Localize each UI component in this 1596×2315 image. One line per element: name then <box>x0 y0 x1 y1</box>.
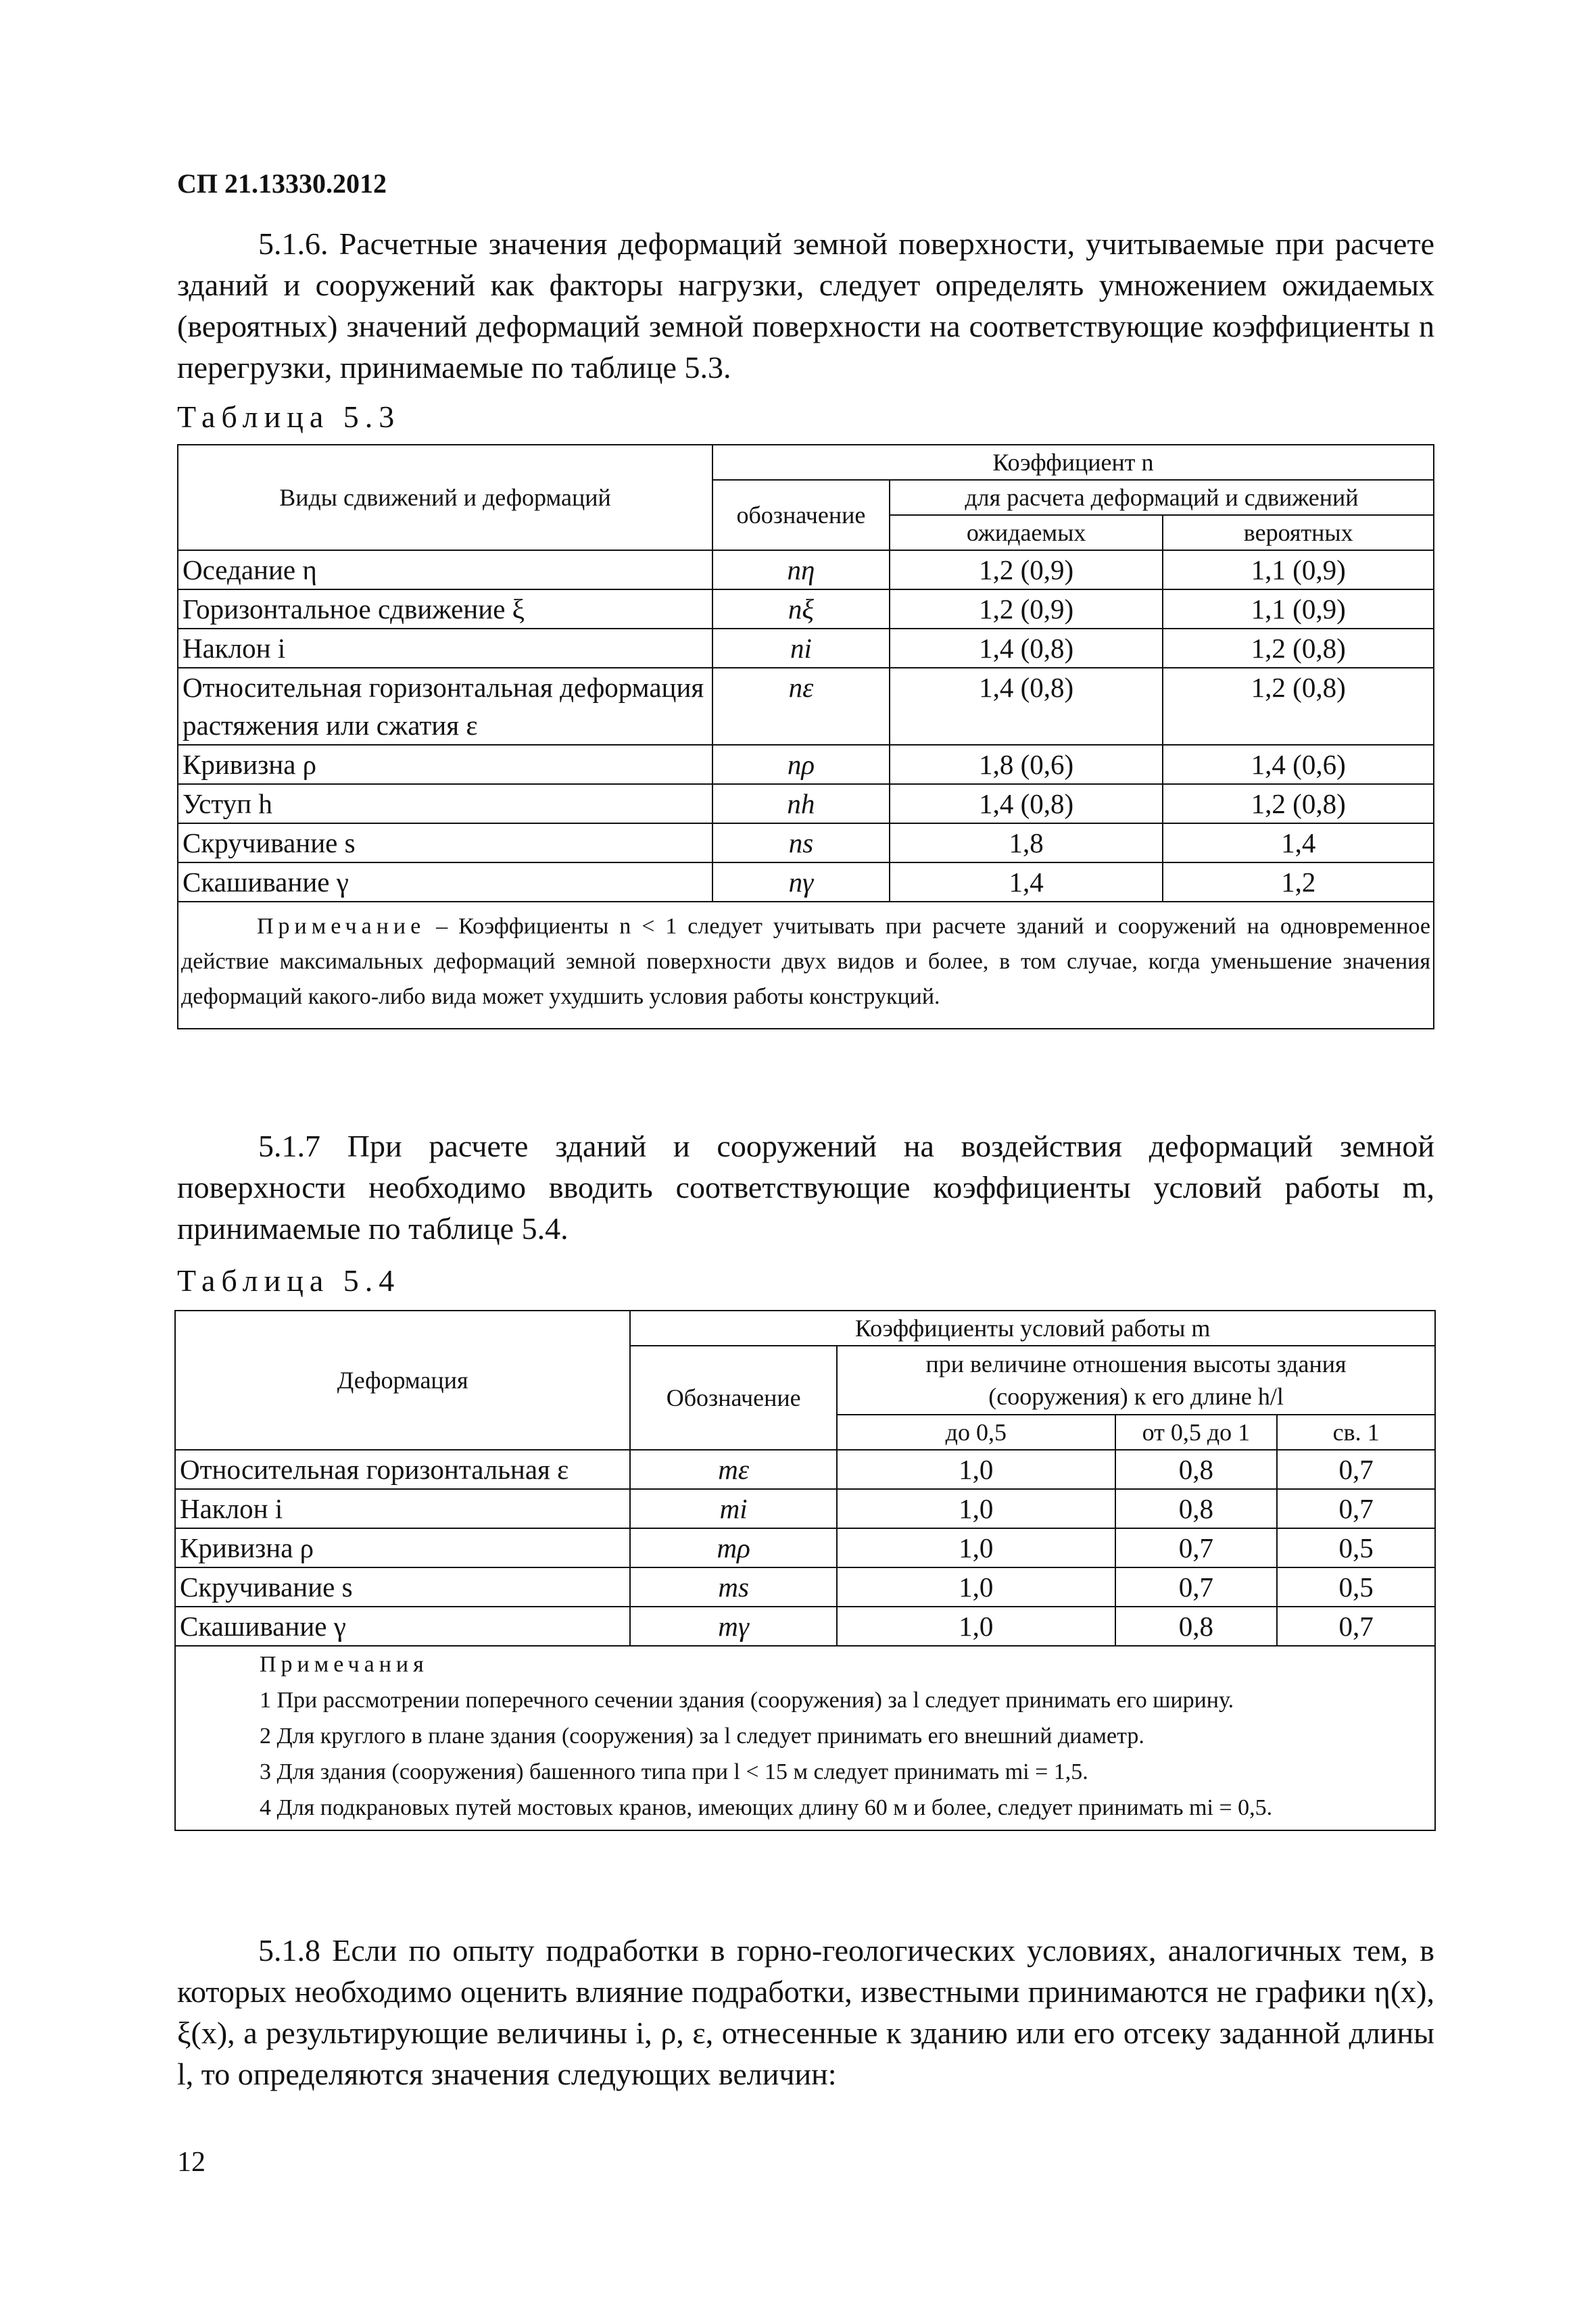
header-deformation: Деформация <box>175 1311 630 1450</box>
row-value-3: 0,7 <box>1277 1450 1435 1489</box>
table-5-4-notes <box>175 1646 1435 1830</box>
table-5-3 <box>177 444 1434 1029</box>
row-symbol: mi <box>630 1489 837 1528</box>
header-over-1: св. 1 <box>1277 1415 1435 1450</box>
table-row <box>178 784 1434 823</box>
table-row <box>175 1607 1435 1646</box>
row-expected: 1,8 (0,6) <box>890 745 1163 784</box>
table-row <box>178 823 1434 862</box>
table-row <box>178 745 1434 784</box>
row-symbol: ns <box>712 823 890 862</box>
table-row <box>178 862 1434 902</box>
row-kind: Кривизна ρ <box>175 1528 630 1567</box>
row-symbol: nξ <box>712 589 890 629</box>
row-value-1: 1,0 <box>837 1450 1115 1489</box>
row-value-1: 1,0 <box>837 1607 1115 1646</box>
row-expected: 1,8 <box>890 823 1163 862</box>
row-probable: 1,4 <box>1163 823 1434 862</box>
header-coef-m: Коэффициенты условий работы m <box>630 1311 1435 1346</box>
row-value-3: 0,7 <box>1277 1607 1435 1646</box>
row-value-3: 0,5 <box>1277 1567 1435 1607</box>
table-row <box>175 1450 1435 1489</box>
row-kind: Наклон i <box>178 629 712 668</box>
table-5-4 <box>174 1310 1436 1831</box>
header-ratio: при величине отношения высоты здания (сооружения) к его длине h/l <box>837 1346 1435 1415</box>
row-probable: 1,2 <box>1163 862 1434 902</box>
table-row <box>175 1567 1435 1607</box>
note-4: 4 Для подкрановых путей мостовых кранов, имеющих длину 60 м и более, следует принимать mi = 0,5. <box>260 1795 1273 1820</box>
note-3: 3 Для здания (сооружения) башенного типа при l < 15 м следует принимать mi = 1,5. <box>260 1759 1088 1784</box>
row-expected: 1,4 (0,8) <box>890 668 1163 745</box>
table-row <box>178 550 1434 589</box>
row-symbol: nρ <box>712 745 890 784</box>
document-code: СП 21.13330.2012 <box>177 168 387 199</box>
row-probable: 1,1 (0,9) <box>1163 550 1434 589</box>
table-5-3-caption: Таблица 5.3 <box>177 399 401 434</box>
header-symbol: Обозначение <box>630 1346 837 1450</box>
row-probable: 1,4 (0,6) <box>1163 745 1434 784</box>
row-kind: Оседание η <box>178 550 712 589</box>
row-value-3: 0,5 <box>1277 1528 1435 1567</box>
table-5-4-caption: Таблица 5.4 <box>177 1263 401 1298</box>
row-symbol: mγ <box>630 1607 837 1646</box>
row-kind: Скручивание s <box>175 1567 630 1607</box>
header-kind: Виды сдвижений и деформаций <box>178 445 712 550</box>
row-value-1: 1,0 <box>837 1528 1115 1567</box>
row-expected: 1,4 <box>890 862 1163 902</box>
header-symbol: обозначение <box>712 480 890 550</box>
row-symbol: nη <box>712 550 890 589</box>
row-value-2: 0,8 <box>1115 1489 1278 1528</box>
row-kind: Относительная горизонтальная деформация растяжения или сжатия ε <box>178 668 712 745</box>
table-row <box>178 629 1434 668</box>
table-row <box>175 1489 1435 1528</box>
paragraph-5-1-8: 5.1.8 Если по опыту подработки в горно-геологических условиях, аналогичных тем, в которых необходимо оценить влияние подработки, известными принимаются не графики η(x), ξ(x), а результирующие величины i, ρ, ε, отнесенные к зданию или его отсеку заданной длины l, то определяются значения следующих величин: <box>177 1933 1434 2091</box>
row-symbol: mρ <box>630 1528 837 1567</box>
row-expected: 1,4 (0,8) <box>890 784 1163 823</box>
notes-title: Примечания <box>260 1652 429 1677</box>
note-1: 1 При рассмотрении поперечного сечении здания (сооружения) за l следует принимать его ширину. <box>260 1688 1234 1713</box>
row-probable: 1,2 (0,8) <box>1163 629 1434 668</box>
row-probable: 1,1 (0,9) <box>1163 589 1434 629</box>
row-symbol: ms <box>630 1567 837 1607</box>
table-5-3-note <box>178 902 1434 1029</box>
page-number: 12 <box>177 2147 205 2178</box>
note-2: 2 Для круглого в плане здания (сооружения) за l следует принимать его внешний диаметр. <box>260 1724 1144 1749</box>
header-expected: ожидаемых <box>890 515 1163 550</box>
table-row <box>178 589 1434 629</box>
row-value-3: 0,7 <box>1277 1489 1435 1528</box>
row-kind: Кривизна ρ <box>178 745 712 784</box>
row-kind: Горизонтальное сдвижение ξ <box>178 589 712 629</box>
table-row <box>178 668 1434 745</box>
row-symbol: ni <box>712 629 890 668</box>
row-value-2: 0,7 <box>1115 1567 1278 1607</box>
row-symbol: nε <box>712 668 890 745</box>
header-up-to-0-5: до 0,5 <box>837 1415 1115 1450</box>
row-kind: Скашивание γ <box>175 1607 630 1646</box>
table-row <box>175 1528 1435 1567</box>
row-symbol: mε <box>630 1450 837 1489</box>
row-expected: 1,2 (0,9) <box>890 589 1163 629</box>
note-text: – Коэффициенты n < 1 следует учитывать при расчете зданий и сооружений на одновременное действие максимальных деформаций земной поверхности двух видов и более, в том случае, когда уменьшение значения деформаций какого-либо вида может ухудшить условия работы конструкций. <box>181 914 1430 1009</box>
row-probable: 1,2 (0,8) <box>1163 784 1434 823</box>
header-for-calc: для расчета деформаций и сдвижений <box>890 480 1434 515</box>
header-probable: вероятных <box>1163 515 1434 550</box>
row-kind: Относительная горизонтальная ε <box>175 1450 630 1489</box>
paragraph-5-1-7: 5.1.7 При расчете зданий и сооружений на воздействия деформаций земной поверхности необходимо вводить соответствующие коэффициенты условий работы m, принимаемые по таблице 5.4. <box>177 1129 1434 1246</box>
row-expected: 1,4 (0,8) <box>890 629 1163 668</box>
row-kind: Скашивание γ <box>178 862 712 902</box>
row-value-2: 0,8 <box>1115 1450 1278 1489</box>
row-value-1: 1,0 <box>837 1489 1115 1528</box>
row-kind: Уступ h <box>178 784 712 823</box>
note-lead: Примечание <box>257 914 426 939</box>
row-value-1: 1,0 <box>837 1567 1115 1607</box>
row-symbol: nγ <box>712 862 890 902</box>
row-probable: 1,2 (0,8) <box>1163 668 1434 745</box>
header-coef-n: Коэффициент n <box>712 445 1434 480</box>
row-expected: 1,2 (0,9) <box>890 550 1163 589</box>
row-kind: Наклон i <box>175 1489 630 1528</box>
row-value-2: 0,7 <box>1115 1528 1278 1567</box>
header-0-5-to-1: от 0,5 до 1 <box>1115 1415 1278 1450</box>
row-kind: Скручивание s <box>178 823 712 862</box>
row-symbol: nh <box>712 784 890 823</box>
row-value-2: 0,8 <box>1115 1607 1278 1646</box>
paragraph-5-1-6: 5.1.6. Расчетные значения деформаций земной поверхности, учитываемые при расчете зданий и сооружений как факторы нагрузки, следует определять умножением ожидаемых (вероятных) значений деформаций земной поверхности на соответствующие коэффициенты n перегрузки, принимаемые по таблице 5.3. <box>177 226 1434 385</box>
